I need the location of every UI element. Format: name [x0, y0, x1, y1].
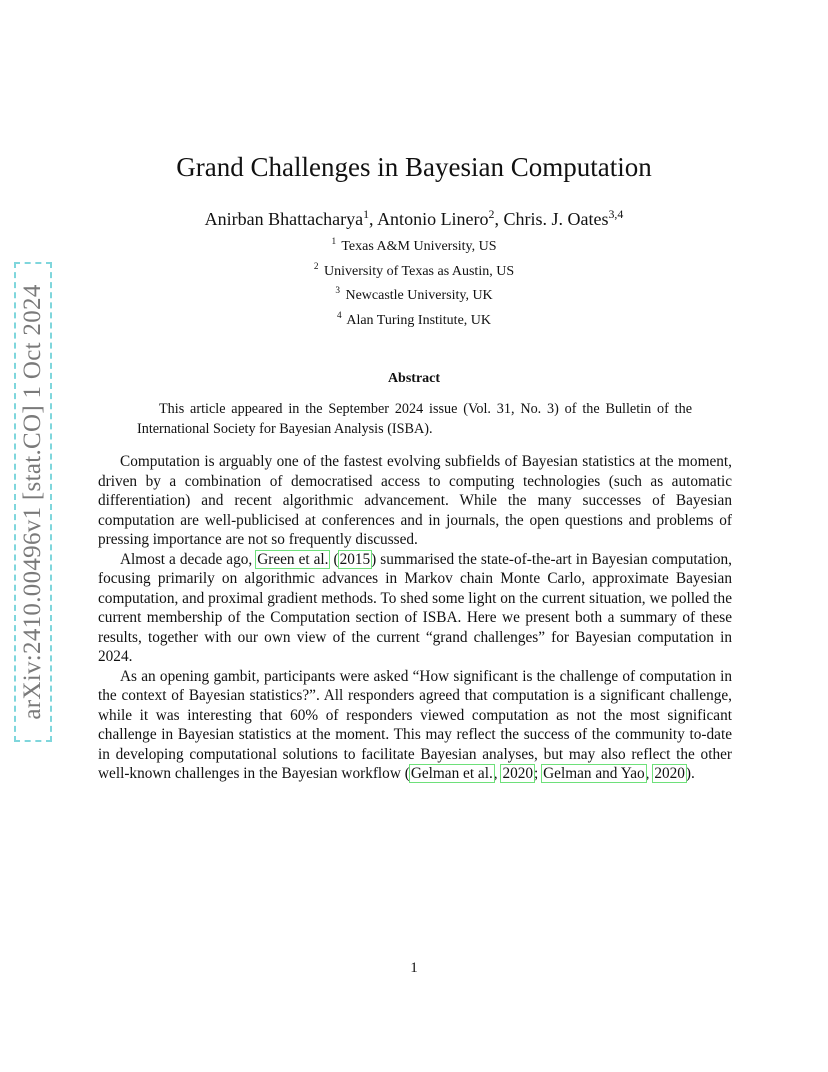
- affiliation-mark: 3: [335, 285, 340, 296]
- text-run: ).: [685, 765, 695, 782]
- citation-year-link[interactable]: 2020: [654, 765, 685, 782]
- text-run: Almost a decade ago,: [120, 550, 257, 568]
- body-text: [98, 452, 732, 784]
- citation-year-link[interactable]: 2015: [339, 550, 371, 568]
- text-run: As an opening gambit, participants were asked “How significant is the challenge of computation in the context of Bayesian statistics?”. All responders agreed that computation is a significant challenge, while it was interesting that 60% of responders viewed computation as not the most significant challenge in Bayesian statistics at the moment. This may reflect the success of the community to-date in developing computational solutions to facilitate Bayesian analyses, but may also reflect the other well-known challenges in the Bayesian workflow (: [98, 667, 732, 782]
- affiliation-name: Texas A&M University, US: [341, 239, 497, 254]
- affiliation-name: Newcastle University, UK: [345, 288, 493, 303]
- text-run: (: [329, 550, 339, 568]
- author-separator: ,: [369, 209, 378, 229]
- citation-link[interactable]: Green et al.: [257, 550, 329, 568]
- author-separator: ,: [494, 209, 504, 229]
- author-affiliation-mark: 3,4: [608, 207, 624, 221]
- affiliation-item: [0, 309, 828, 337]
- text-run: ;: [534, 765, 543, 782]
- page-number: 1: [410, 960, 418, 976]
- text-run: ,: [493, 765, 502, 782]
- citation-year-link[interactable]: 2020: [502, 765, 534, 782]
- abstract-heading: Abstract: [387, 371, 441, 386]
- affiliation-mark: 4: [336, 309, 342, 320]
- paragraph-3: [98, 667, 732, 784]
- affiliation-item: [0, 260, 828, 288]
- affiliation-item: [0, 238, 828, 263]
- text-run: ) summarised the state-of-the-art in Bayesian computation, focusing primarily on algorithmic advances in Markov chain Monte Carlo, approximate Bayesian computation, and proximal gradient methods. To shed some light on the current situation, we polled the current membership of the Computation section of ISBA. Here we present both a summary of these results, together with our own view of the current “grand challenges” for Bayesian computation in 2024.: [98, 550, 733, 665]
- citation-link[interactable]: Gelman et al.: [410, 765, 493, 782]
- author-name: Anirban Bhattacharya: [204, 209, 364, 229]
- paper-title: Grand Challenges in Bayesian Computation: [176, 152, 652, 182]
- author-affiliation-mark: 1: [363, 207, 370, 221]
- author-list: [0, 209, 828, 230]
- affiliation-mark: 2: [313, 260, 319, 271]
- abstract-text: This article appeared in the September 2024 issue (Vol. 31, No. 3) of the Bulletin of the International Society for Bayesian Analysis (ISBA).: [137, 401, 692, 437]
- arxiv-identifier: arXiv:2410.00496v1 [stat.CO] 1 Oct 2024: [19, 284, 46, 720]
- affiliation-name: Alan Turing Institute, UK: [346, 312, 492, 328]
- author-name: Chris. J. Oates: [503, 209, 609, 229]
- affiliation-mark: 1: [331, 236, 337, 247]
- text-run: ,: [645, 765, 654, 782]
- paragraph-1: Computation is arguably one of the fastest evolving subfields of Bayesian statistics at the moment, driven by a combination of democratised access to computing technologies (such as automatic differentiation) and recent algorithmic advancement. While the many successes of Bayesian computation are well-publicised at conferences and in journals, the open questions and problems of pressing importance are not so frequently discussed.: [98, 453, 732, 548]
- affiliation-name: University of Texas as Austin, US: [324, 263, 515, 279]
- affiliation-list: [0, 238, 828, 336]
- affiliation-item: [0, 287, 828, 312]
- citation-link[interactable]: Gelman and Yao: [543, 765, 645, 782]
- author-name: Antonio Linero: [377, 209, 489, 229]
- paragraph-2: [98, 550, 732, 667]
- author-affiliation-mark: 2: [488, 207, 495, 221]
